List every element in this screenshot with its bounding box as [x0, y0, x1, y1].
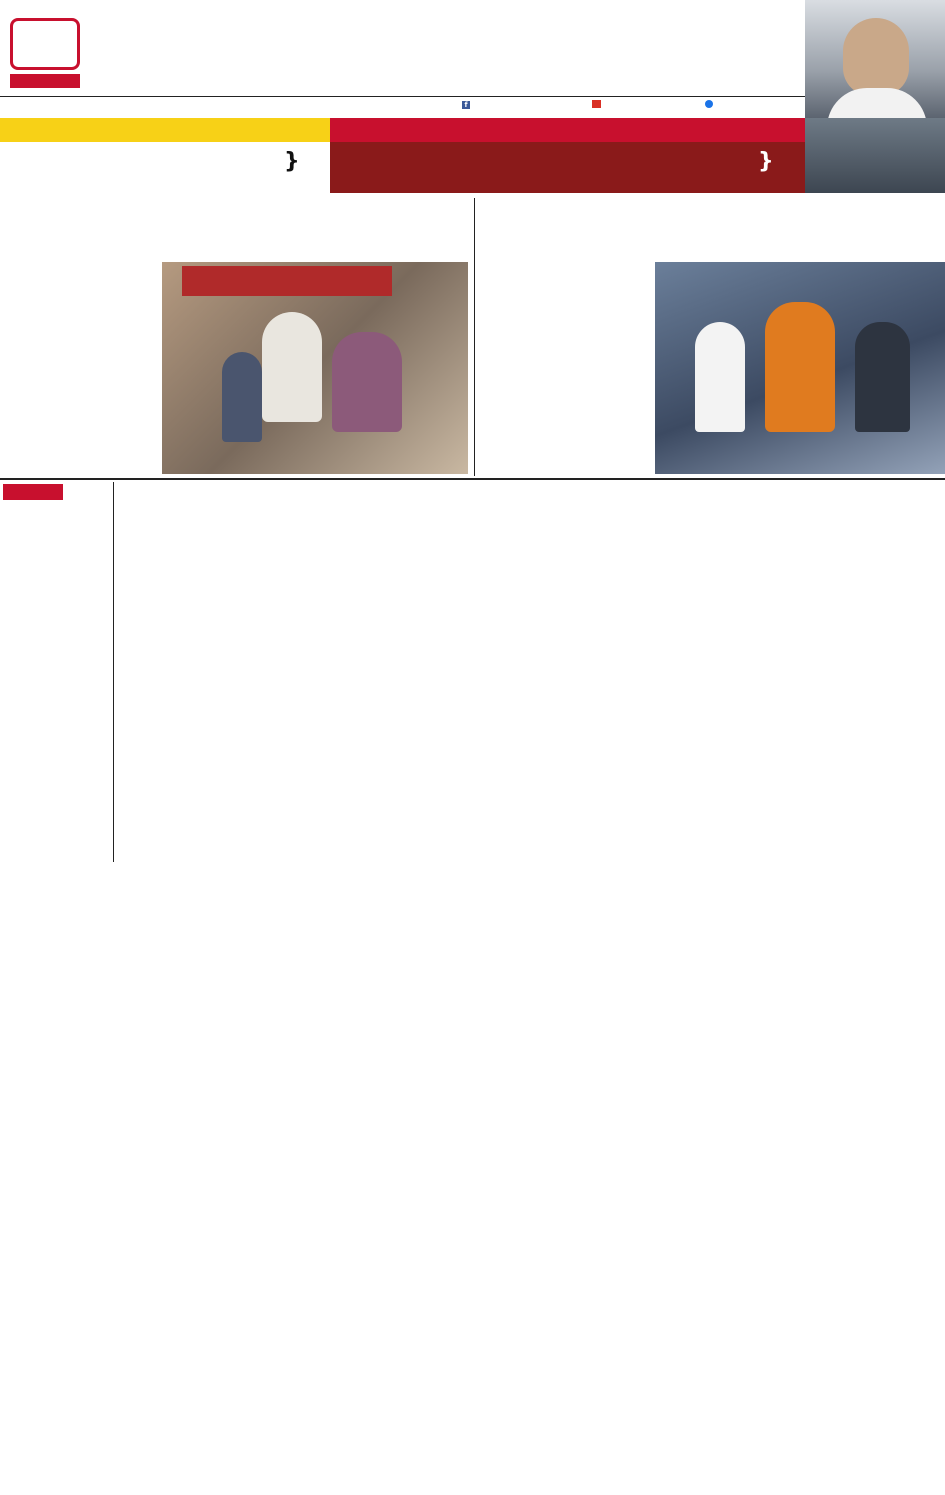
story-body	[480, 272, 650, 458]
teaser-page: }	[758, 150, 774, 174]
yogi-photo	[655, 262, 945, 474]
brief-column	[0, 482, 112, 1367]
teaser-title	[0, 118, 330, 142]
email-icon	[592, 100, 601, 108]
brief-item2-body	[3, 952, 109, 1257]
teaser-left[interactable]	[0, 118, 330, 193]
facebook-icon: f	[462, 101, 470, 109]
modi-photo	[162, 262, 468, 474]
story-body	[122, 582, 464, 762]
brief-label	[3, 484, 63, 500]
facebook-link[interactable]	[462, 100, 470, 110]
story-modi	[0, 198, 472, 476]
story-stadium	[477, 198, 945, 476]
column-divider	[474, 198, 475, 476]
brief-item1-body	[3, 540, 109, 900]
teaser-title	[330, 118, 805, 142]
newspaper-title	[140, 4, 800, 92]
story-chandan	[116, 482, 796, 857]
section-rule	[0, 478, 945, 480]
teaser-page: }	[284, 150, 300, 174]
logo	[10, 18, 80, 70]
website-link[interactable]	[705, 100, 713, 111]
teaser-right[interactable]	[330, 118, 805, 193]
photo-banner	[182, 266, 392, 296]
amit-shah-photo	[805, 118, 945, 193]
email-link[interactable]	[592, 100, 601, 111]
leader-portrait	[805, 0, 945, 118]
masthead-rule	[0, 96, 805, 97]
story-caption-left	[122, 766, 464, 850]
column-divider	[113, 482, 114, 862]
story-body	[5, 270, 157, 468]
globe-icon	[705, 100, 713, 108]
masthead	[0, 0, 945, 118]
tagline	[10, 74, 80, 88]
